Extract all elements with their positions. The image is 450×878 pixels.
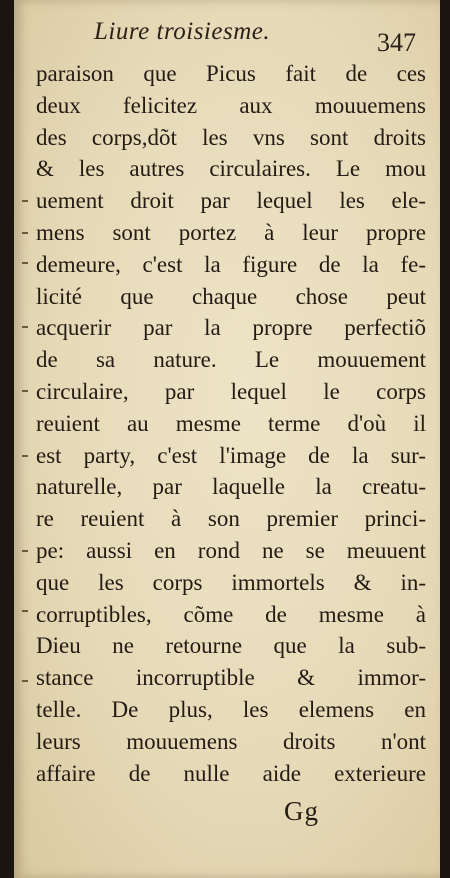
text-line: deux felicitez aux mouuemens bbox=[36, 92, 426, 118]
text-line: leurs mouuemens droits n'ont bbox=[36, 728, 426, 754]
text-line: telle. De plus, les elemens en bbox=[36, 696, 426, 722]
margin-mark bbox=[22, 610, 28, 612]
book-page bbox=[14, 0, 440, 878]
page-number: 347 bbox=[377, 28, 416, 57]
margin-mark bbox=[22, 680, 28, 682]
margin-mark bbox=[22, 262, 28, 264]
text-line: paraison que Picus fait de ces bbox=[36, 61, 426, 86]
text-line: licité que chaque chose peut bbox=[36, 283, 426, 309]
margin-mark bbox=[22, 455, 28, 457]
page-header bbox=[94, 18, 434, 58]
margin-mark bbox=[22, 200, 28, 202]
text-line: Dieu ne retourne que la sub- bbox=[36, 633, 426, 659]
text-line: des corps,dõt les vns sont droits bbox=[36, 124, 426, 150]
text-line: reuient au mesme terme d'où il bbox=[36, 410, 426, 436]
body-text bbox=[36, 58, 426, 789]
text-line: corruptibles, cõme de mesme à bbox=[36, 601, 426, 627]
text-line: acquerir par la propre perfectiõ bbox=[36, 315, 426, 341]
margin-mark bbox=[22, 550, 28, 552]
text-line: que les corps immortels & in- bbox=[36, 569, 426, 595]
text-line: est party, c'est l'image de la sur- bbox=[36, 442, 426, 468]
text-line: affaire de nulle aide exterieure bbox=[36, 760, 426, 786]
margin-mark bbox=[22, 390, 28, 392]
signature-mark: Gg bbox=[284, 796, 319, 826]
running-title: Liure troisiesme. bbox=[94, 18, 271, 45]
margin-mark bbox=[22, 232, 28, 234]
text-line: demeure, c'est la figure de la fe- bbox=[36, 251, 426, 277]
text-line: pe: aussi en rond ne se meuuent bbox=[36, 537, 426, 563]
text-line: stance incorruptible & immor- bbox=[36, 665, 426, 691]
text-line: mens sont portez à leur propre bbox=[36, 219, 426, 245]
text-line: circulaire, par lequel le corps bbox=[36, 378, 426, 404]
text-line: re reuient à son premier princi- bbox=[36, 506, 426, 532]
text-line: uement droit par lequel les ele- bbox=[36, 188, 426, 214]
text-line: de sa nature. Le mouuement bbox=[36, 347, 426, 373]
text-line: & les autres circulaires. Le mou bbox=[36, 156, 426, 182]
margin-mark bbox=[22, 326, 28, 328]
text-line: naturelle, par laquelle la creatu- bbox=[36, 474, 426, 500]
